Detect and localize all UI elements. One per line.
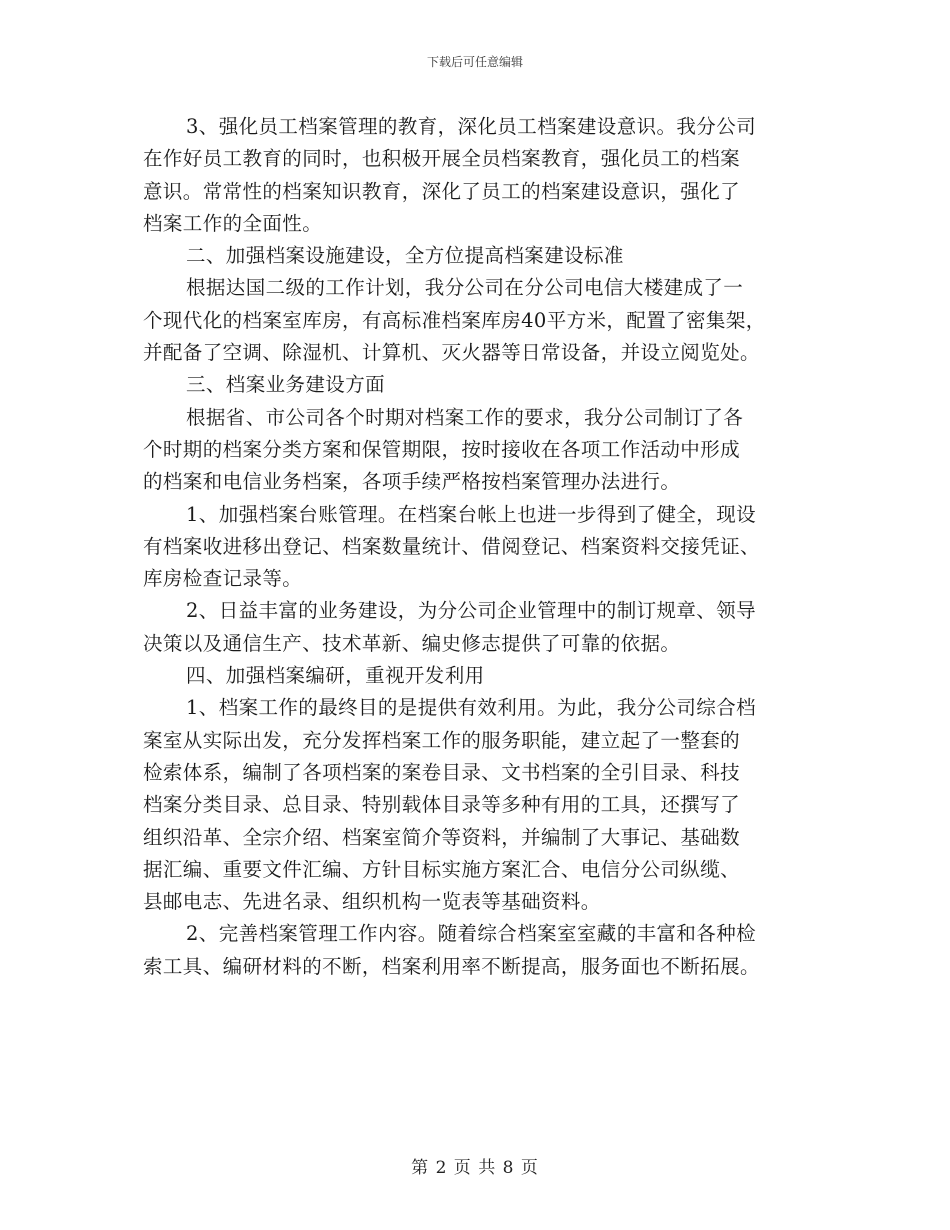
paragraph-line: 根据省、市公司各个时期对档案工作的要求，我分公司制订了各 [186,405,744,429]
paragraph-line: 据汇编、重要文件汇编、方针目标实施方案汇合、电信分公司纵缆、 [143,857,741,881]
page-header: 下载后可任意编辑 [426,55,523,69]
paragraph-line: 县邮电志、先进名录、组织机构一览表等基础资料。 [143,890,601,914]
paragraph-line: 意识。常常性的档案知识教育，深化了员工的档案建设意识，强化了 [143,179,741,203]
paragraph-line: 检索体系，编制了各项档案的案卷目录、文书档案的全引目录、科技 [143,760,741,784]
paragraph-line: 索工具、编研材料的不断，档案利用率不断提高，服务面也不断拓展。 [143,954,760,978]
paragraph-line: 库房检查记录等。 [143,567,303,591]
paragraph-line: 2、日益丰富的业务建设，为分公司企业管理中的制订规章、领导 [186,599,757,623]
paragraph-line: 档案工作的全面性。 [143,211,323,235]
paragraph-line: 有档案收进移出登记、档案数量统计、借阅登记、档案资料交接凭证、 [143,534,760,558]
paragraph-line: 根据达国二级的工作计划，我分公司在分公司电信大楼建成了一 [186,276,744,300]
paragraph-line: 个现代化的档案室库房，有高标准档案库房40平方米，配置了密集架， [143,308,766,332]
section-heading: 二、加强档案设施建设，全方位提高档案建设标准 [186,244,624,268]
paragraph-line: 案室从实际出发，充分发挥档案工作的服务职能，建立起了一整套的 [143,728,741,752]
paragraph-line: 组织沿革、全宗介绍、档案室简介等资料，并编制了大事记、基础数 [143,825,741,849]
paragraph-line: 的档案和电信业务档案，各项手续严格按档案管理办法进行。 [143,470,681,494]
paragraph-line: 2、完善档案管理工作内容。随着综合档案室室藏的丰富和各种检 [186,922,757,946]
paragraph-line: 在作好员工教育的同时，也积极开展全员档案教育，强化员工的档案 [143,147,741,171]
paragraph-line: 并配备了空调、除湿机、计算机、灭火器等日常设备，并设立阅览处。 [143,341,760,365]
section-heading: 三、档案业务建设方面 [186,373,386,397]
page-number: 第 2 页 共 8 页 [411,1158,539,1178]
paragraph-line: 决策以及通信生产、技术革新、编史修志提供了可靠的依据。 [143,631,681,655]
paragraph-line: 1、档案工作的最终目的是提供有效利用。为此，我分公司综合档 [186,696,757,720]
paragraph-line: 个时期的档案分类方案和保管期限，按时接收在各项工作活动中形成 [143,437,741,461]
document-body [143,111,808,983]
section-heading: 四、加强档案编研，重视开发利用 [186,664,485,688]
paragraph-line: 3、强化员工档案管理的教育，深化员工档案建设意识。我分公司 [186,115,757,138]
paragraph-line: 档案分类目录、总目录、特别载体目录等多种有用的工具，还撰写了 [143,793,741,817]
paragraph-line: 1、加强档案台账管理。在档案台帐上也进一步得到了健全，现设 [186,502,757,526]
